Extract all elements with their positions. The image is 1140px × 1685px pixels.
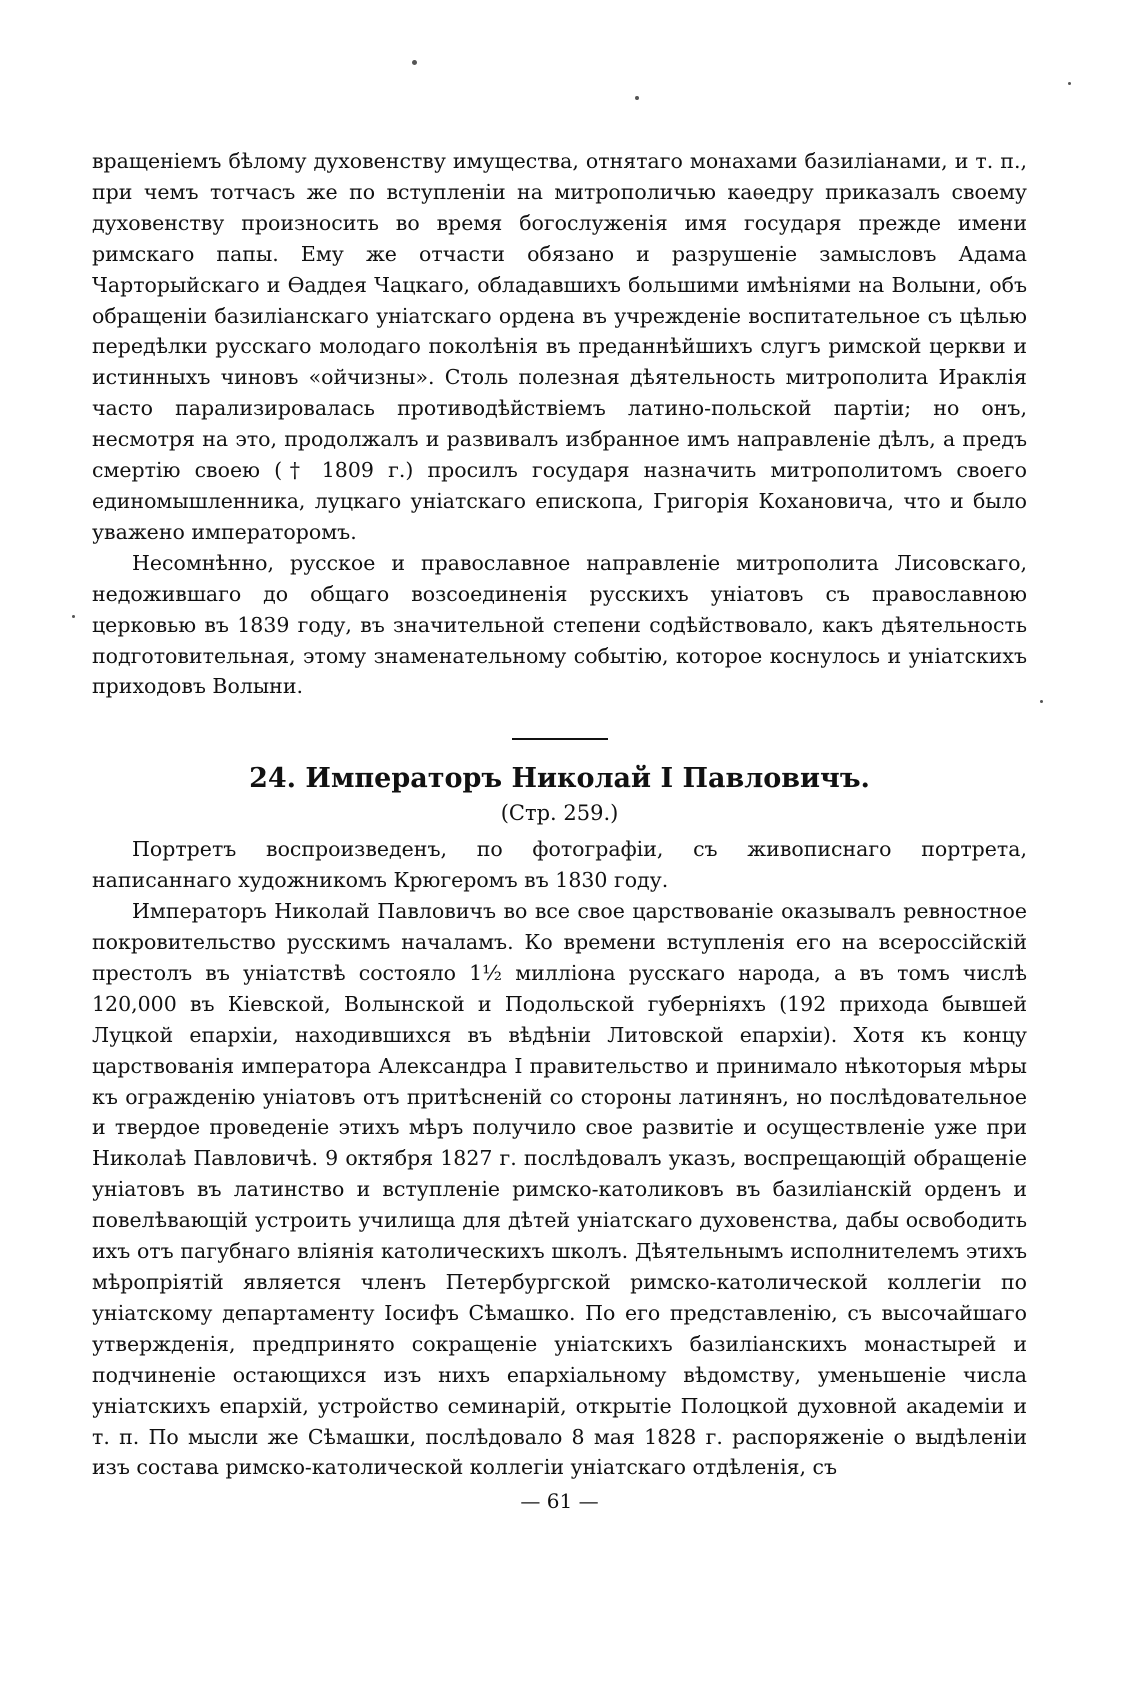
section-paragraph-2: Императоръ Николай Павловичъ во все свое царствованіе оказывалъ ревностное покровительство русскимъ началамъ. Ко времени вступленія его на всероссійскій престолъ въ уніатствѣ состояло 1½ милліона русскаго народа, а въ томъ числѣ 120,000 въ Кіевской, Волынской и Подольской губерніяхъ (192 прихода бывшей Луцкой епархіи, находившихся въ вѣдѣніи Литовской епархіи). Хотя къ концу царствованія императора Александра I правительство и принимало нѣкоторыя мѣры къ огражденію уніатовъ отъ притѣсненій со стороны латинянъ, но послѣдовательное и твердое проведеніе этихъ мѣръ получило свое развитіе и осуществленіе уже при Николаѣ Павловичѣ. 9 октября 1827 г. послѣдовалъ указъ, воспрещающій обращеніе уніатовъ въ латинство и вступленіе римско-католиковъ въ базиліанскій орденъ и повелѣвающій устроить училища для дѣтей уніатскаго духовенства, дабы освободить ихъ отъ пагубнаго вліянія католическихъ школъ. Дѣятельнымъ исполнителемъ этихъ мѣропріятій является членъ Петербургской римско-католической коллегіи по уніатскому департаменту Іосифъ Сѣмашко. По его представленію, съ высочайшаго утвержденія, предпринято сокращеніе уніатскихъ базиліанскихъ монастырей и подчиненіе остающихся изъ нихъ епархіальному вѣдомству, уменьшеніе числа уніатскихъ епархій, устройство семинарій, открытіе Полоцкой духовной академіи и т. п. По мысли же Сѣмашки, послѣдовало 8 мая 1828 г. распоряженіе о выдѣленіи изъ состава римско-католической коллегіи уніатскаго отдѣленія, съ bbox=[92, 899, 1027, 1480]
scan-speck bbox=[72, 615, 75, 618]
section-paragraph-1: Портретъ воспроизведенъ, по фотографіи, съ живописнаго портрета, написаннаго художникомъ Крюгеромъ въ 1830 году. bbox=[92, 837, 1027, 893]
section-divider bbox=[512, 738, 608, 740]
section-page-reference: (Стр. 259.) bbox=[500, 801, 619, 826]
section-title: 24. Императоръ Николай I Павловичъ. bbox=[249, 763, 870, 795]
scan-speck bbox=[1040, 700, 1043, 703]
scan-speck bbox=[635, 96, 639, 100]
page-content bbox=[92, 146, 1027, 1515]
paragraph-top-2: Несомнѣнно, русское и православное направленіе митрополита Лисовскаго, недожившаго до общаго возсоединенія русскихъ уніатовъ съ православною церковью въ 1839 году, въ значительной степени содѣйствовало, какъ дѣятельность подготовительная, этому знаменательному событію, которое коснулось и уніатскихъ приходовъ Волыни. bbox=[92, 550, 1027, 699]
scan-speck bbox=[412, 60, 417, 65]
scan-speck bbox=[1068, 82, 1071, 85]
page-number: — 61 — bbox=[520, 1489, 599, 1514]
paragraph-top-1: вращеніемъ бѣлому духовенству имущества, отнятаго монахами базиліанами, и т. п., при чемъ тотчасъ же по вступленіи на митрополичью каѳедру приказалъ своему духовенству произносить во время богослуженія имя государя прежде имени римскаго папы. Ему же отчасти обязано и разрушеніе замысловъ Адама Чарторыйскаго и Ѳаддея Чацкаго, обладавшихъ большими имѣніями на Волыни, объ обращеніи базиліанскаго уніатскаго ордена въ учрежденіе воспитательное съ цѣлью передѣлки русскаго молодаго поколѣнія въ преданнѣйшихъ слугъ римской церкви и истинныхъ чиновъ «ойчизны». Столь полезная дѣятельность митрополита Ираклія часто парализировалась противодѣйствіемъ латино-польской партіи; но онъ, несмотря на это, продолжалъ и развивалъ избранное имъ направленіе дѣлъ, а предъ смертію своею († 1809 г.) просилъ государя назначить митрополитомъ своего единомышленника, луцкаго уніатскаго епископа, Григорія Кохановича, что и было уважено императоромъ. bbox=[92, 149, 1027, 544]
